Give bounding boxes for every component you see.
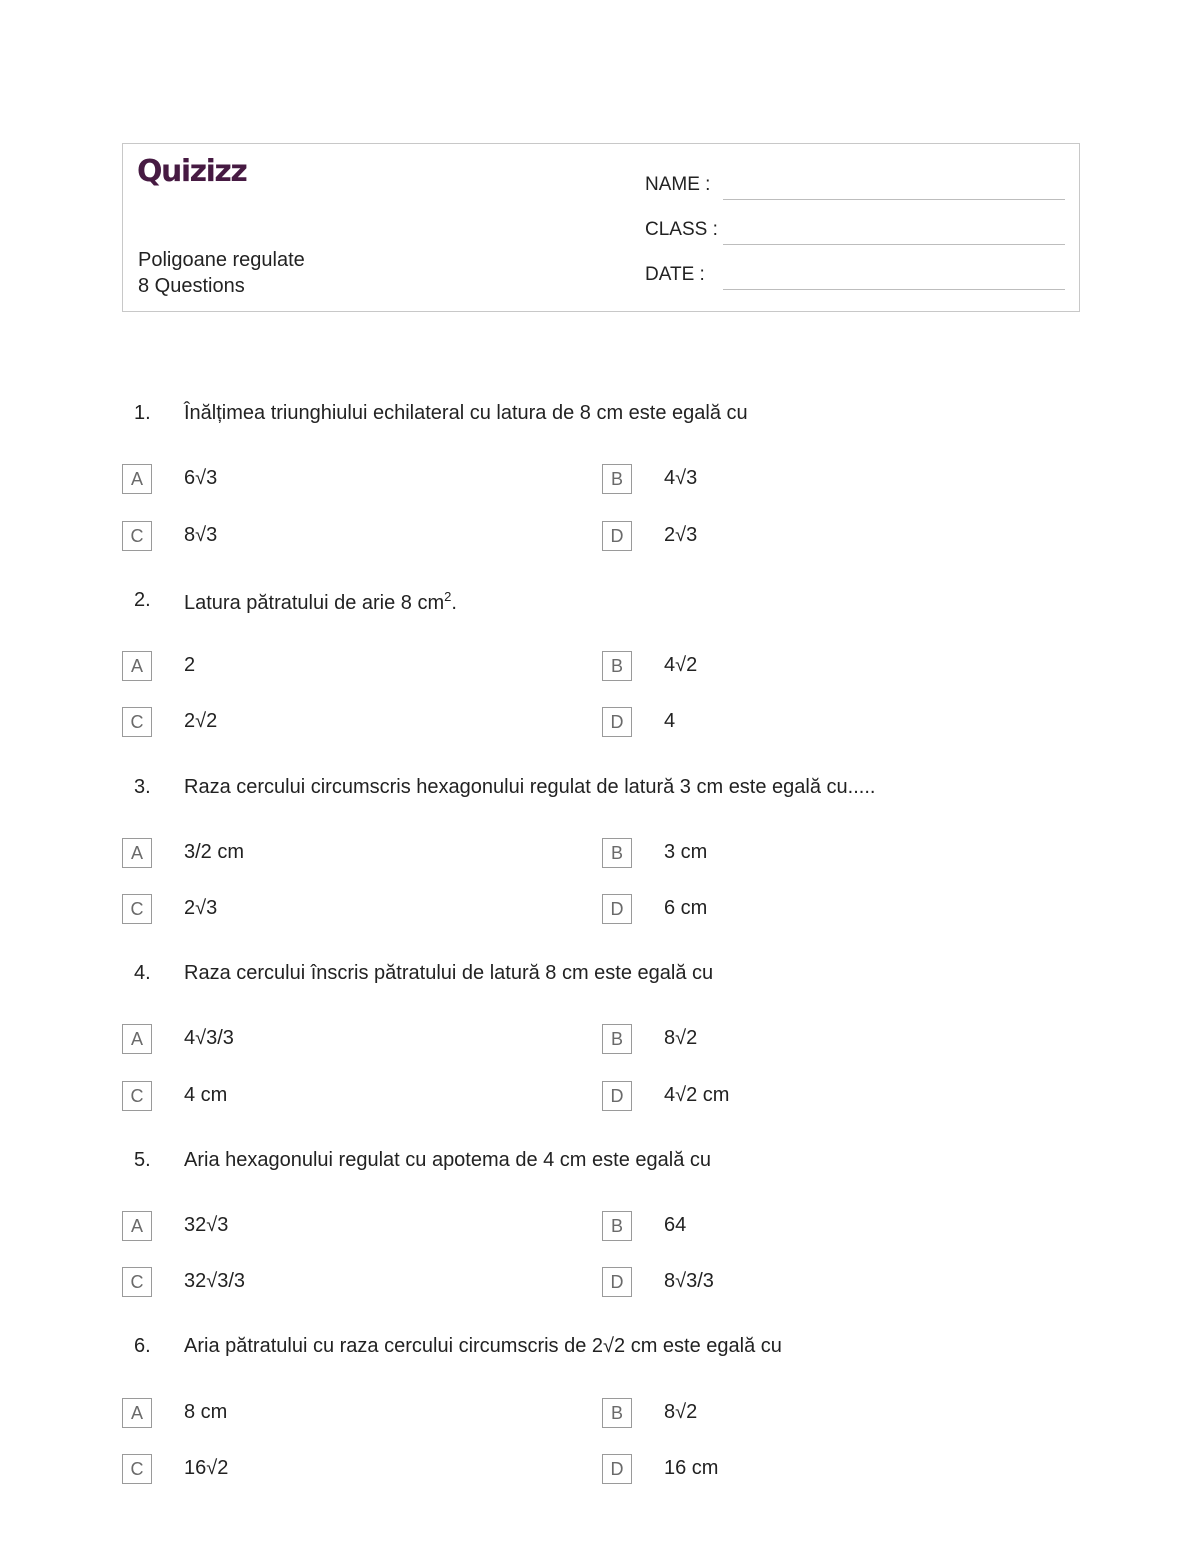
option-letter-box[interactable]: D <box>602 521 632 551</box>
option-letter-box[interactable]: A <box>122 464 152 494</box>
option-4c[interactable] <box>122 1081 542 1113</box>
option-letter-box[interactable]: D <box>602 1081 632 1111</box>
option-1c[interactable] <box>122 521 542 553</box>
option-2d[interactable] <box>602 707 1022 739</box>
option-letter-box[interactable]: D <box>602 707 632 737</box>
option-5b[interactable] <box>602 1211 1022 1243</box>
option-text: 16√2 <box>184 1457 229 1479</box>
option-5c[interactable] <box>122 1267 542 1299</box>
option-text: 2 <box>184 654 196 676</box>
class-label: CLASS : <box>645 219 718 240</box>
option-4a[interactable] <box>122 1024 542 1056</box>
worksheet-header <box>122 143 1080 312</box>
question-count: 8 Questions <box>138 275 245 297</box>
option-text: 4√2 cm <box>664 1084 730 1106</box>
option-3c[interactable] <box>122 894 542 926</box>
option-1a[interactable] <box>122 464 542 496</box>
option-letter-box[interactable]: C <box>122 521 152 551</box>
class-line[interactable] <box>723 244 1065 245</box>
option-5a[interactable] <box>122 1211 542 1243</box>
class-field[interactable] <box>645 215 1065 245</box>
question-text <box>184 589 457 615</box>
option-letter-box[interactable]: C <box>122 894 152 924</box>
option-6b[interactable] <box>602 1398 1022 1430</box>
option-letter-box[interactable]: A <box>122 651 152 681</box>
option-text: 2√3 <box>664 524 698 546</box>
option-letter-box[interactable]: D <box>602 1267 632 1297</box>
question-number: 4. <box>134 962 151 984</box>
option-text: 4 cm <box>184 1084 228 1106</box>
question-text: Raza cercului înscris pătratului de latură 8 cm este egală cu <box>184 962 714 984</box>
question-text: Raza cercului circumscris hexagonului regulat de latură 3 cm este egală cu..... <box>184 776 876 798</box>
option-5d[interactable] <box>602 1267 1022 1299</box>
name-line[interactable] <box>723 199 1065 200</box>
option-6d[interactable] <box>602 1454 1022 1486</box>
option-text: 8√3/3 <box>664 1270 714 1292</box>
question-text: Aria hexagonului regulat cu apotema de 4 cm este egală cu <box>184 1149 712 1171</box>
option-letter-box[interactable]: B <box>602 838 632 868</box>
name-label: NAME : <box>645 174 711 195</box>
option-2b[interactable] <box>602 651 1022 683</box>
option-letter-box[interactable]: D <box>602 894 632 924</box>
option-text: 6√3 <box>184 467 218 489</box>
question-number: 2. <box>134 589 151 611</box>
option-letter-box[interactable]: A <box>122 1211 152 1241</box>
option-letter-box[interactable]: B <box>602 1398 632 1428</box>
option-2c[interactable] <box>122 707 542 739</box>
option-1d[interactable] <box>602 521 1022 553</box>
question-text-superscript: 2 <box>444 589 452 604</box>
date-label: DATE : <box>645 264 705 285</box>
option-text: 2√2 <box>184 710 218 732</box>
option-letter-box[interactable]: B <box>602 464 632 494</box>
option-letter-box[interactable]: C <box>122 707 152 737</box>
option-text: 8√2 <box>664 1401 698 1423</box>
option-1b[interactable] <box>602 464 1022 496</box>
option-text: 4√3 <box>664 467 698 489</box>
option-6a[interactable] <box>122 1398 542 1430</box>
option-letter-box[interactable]: D <box>602 1454 632 1484</box>
question-number: 5. <box>134 1149 151 1171</box>
option-letter-box[interactable]: C <box>122 1454 152 1484</box>
option-letter-box[interactable]: A <box>122 1398 152 1428</box>
option-3a[interactable] <box>122 838 542 870</box>
option-text: 2√3 <box>184 897 218 919</box>
option-text: 3/2 cm <box>184 841 245 863</box>
option-4d[interactable] <box>602 1081 1022 1113</box>
option-text: 4√2 <box>664 654 698 676</box>
option-text: 6 cm <box>664 897 708 919</box>
question-text: Înălțimea triunghiului echilateral cu latura de 8 cm este egală cu <box>184 402 748 424</box>
option-letter-box[interactable]: C <box>122 1081 152 1111</box>
option-text: 64 <box>664 1214 687 1236</box>
option-6c[interactable] <box>122 1454 542 1486</box>
option-letter-box[interactable]: B <box>602 1211 632 1241</box>
name-field[interactable] <box>645 170 1065 200</box>
option-letter-box[interactable]: C <box>122 1267 152 1297</box>
question-text-main: Latura pătratului de arie 8 cm <box>184 592 445 614</box>
option-text: 8 cm <box>184 1401 228 1423</box>
option-3d[interactable] <box>602 894 1022 926</box>
question-number: 1. <box>134 402 151 424</box>
option-4b[interactable] <box>602 1024 1022 1056</box>
option-text: 4 <box>664 710 676 732</box>
date-line[interactable] <box>723 289 1065 290</box>
option-text: 8√3 <box>184 524 218 546</box>
option-letter-box[interactable]: A <box>122 1024 152 1054</box>
option-3b[interactable] <box>602 838 1022 870</box>
question-number: 6. <box>134 1335 151 1357</box>
option-letter-box[interactable]: A <box>122 838 152 868</box>
date-field[interactable] <box>645 260 1065 290</box>
option-text: 4√3/3 <box>184 1027 234 1049</box>
quiz-title-block <box>138 247 305 299</box>
option-text: 16 cm <box>664 1457 719 1479</box>
question-text-end: . <box>451 592 457 614</box>
option-text: 32√3/3 <box>184 1270 246 1292</box>
quizizz-logo: Quizizz <box>137 154 247 189</box>
question-text: Aria pătratului cu raza cercului circumscris de 2√2 cm este egală cu <box>184 1335 782 1357</box>
option-letter-box[interactable]: B <box>602 651 632 681</box>
question-number: 3. <box>134 776 151 798</box>
option-2a[interactable] <box>122 651 542 683</box>
option-text: 3 cm <box>664 841 708 863</box>
option-text: 32√3 <box>184 1214 229 1236</box>
option-letter-box[interactable]: B <box>602 1024 632 1054</box>
quiz-title: Poligoane regulate <box>138 249 305 271</box>
option-text: 8√2 <box>664 1027 698 1049</box>
